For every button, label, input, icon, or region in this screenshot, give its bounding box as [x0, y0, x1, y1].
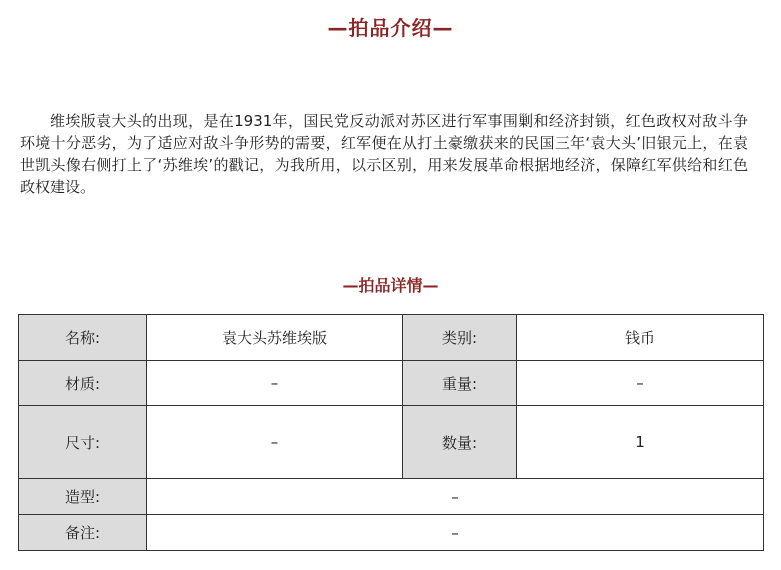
details-section-title: —拍品详情— — [342, 276, 439, 295]
table-row — [19, 361, 764, 406]
quantity-value: 1 — [517, 406, 764, 479]
name-label: 名称: — [19, 315, 147, 361]
quantity-label: 数量: — [403, 406, 517, 479]
material-value: – — [147, 361, 403, 406]
intro-paragraph: 维埃版袁大头的出现，是在1931年，国民党反动派对苏区进行军事围剿和经济封锁，红色政权对敌斗争环境十分恶劣，为了适应对敌斗争形势的需要，红军便在从打土豪缴获来的民国三年‘袁大头’旧银元上，在袁世凯头像右侧打上了‘苏维埃’的戳记，为我所用，以示区别，用来发展革命根据地经济，保障红军供给和红色政权建设。 — [20, 112, 748, 196]
intro-section-title: —拍品介绍— — [327, 16, 454, 40]
category-label: 类别: — [403, 315, 517, 361]
table-row — [19, 315, 764, 361]
size-value: – — [147, 406, 403, 479]
table-row — [19, 515, 764, 551]
table-row — [19, 479, 764, 515]
shape-label: 造型: — [19, 479, 147, 515]
category-value: 钱币 — [517, 315, 764, 361]
material-label: 材质: — [19, 361, 147, 406]
name-value: 袁大头苏维埃版 — [147, 315, 403, 361]
note-value: – — [147, 515, 764, 551]
weight-value: – — [517, 361, 764, 406]
shape-value: – — [147, 479, 764, 515]
weight-label: 重量: — [403, 361, 517, 406]
size-label: 尺寸: — [19, 406, 147, 479]
table-row — [19, 406, 764, 479]
note-label: 备注: — [19, 515, 147, 551]
details-table — [18, 314, 764, 551]
